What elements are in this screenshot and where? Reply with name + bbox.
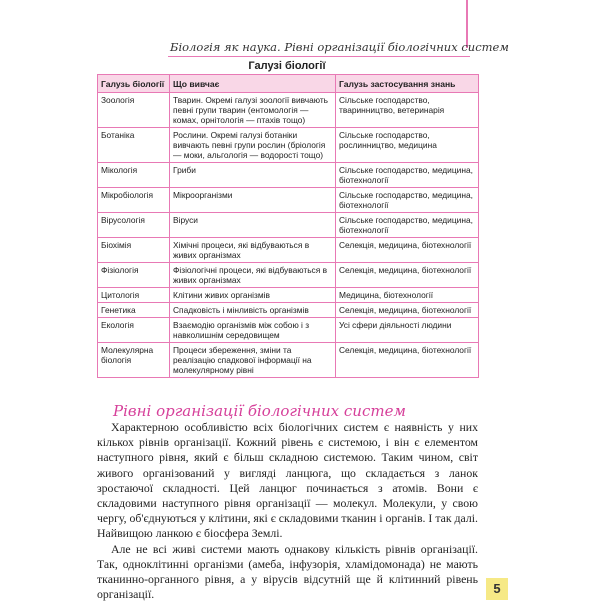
cell-branch: Молекулярна біологія — [98, 343, 170, 378]
table-row — [98, 163, 479, 188]
cell-subject: Мікроорганізми — [170, 188, 336, 213]
column-header-application: Галузь застосування знань — [336, 75, 479, 93]
cell-branch: Цитологія — [98, 288, 170, 303]
cell-subject: Взаємодію організмів між собою і з навколишнім середовищем — [170, 318, 336, 343]
cell-branch: Вірусологія — [98, 213, 170, 238]
section-heading: Рівні організації біологічних систем — [113, 402, 406, 420]
cell-application: Селекція, медицина, біотехнології — [336, 263, 479, 288]
table-row — [98, 263, 479, 288]
cell-application: Селекція, медицина, біотехнології — [336, 343, 479, 378]
paragraph: Характерною особливістю всіх біологічних систем є наявність у них кількох рівнів організації. Кожний рівень є системою, і він є елементом наступного рівня, який є більш складною системою. Таким чином, світ живого організований у вигляді ланцюга, що складається з ланок зростаючої складності. Цей ланцюг починається з атомів. Вони є складовими наступного рівня організації — молекул. Молекули, у свою чергу, об'єднуються у клітини, які є складовими тканин і органів. І так далі. Найвищою ланкою є біосфера Землі. — [97, 420, 478, 541]
cell-subject: Фізіологічні процеси, які відбуваються в живих організмах — [170, 263, 336, 288]
cell-application: Селекція, медицина, біотехнології — [336, 303, 479, 318]
table-row — [98, 93, 479, 128]
table-caption: Галузі біології — [248, 60, 326, 72]
biology-branches-table — [97, 74, 479, 378]
table-row — [98, 128, 479, 163]
running-header: Біологія як наука. Рівні організації біологічних систем — [170, 40, 509, 54]
cell-application: Сільське господарство, медицина, біотехнології — [336, 188, 479, 213]
table-header-row — [98, 75, 479, 93]
cell-branch: Екологія — [98, 318, 170, 343]
cell-application: Сільське господарство, медицина, біотехнології — [336, 213, 479, 238]
paragraph: Але не всі живі системи мають однакову кількість рівнів організації. Так, одноклітинні організми (амеба, інфузорія, хламідомонада) не мають тканинно-органного рівня, а у вірусів відсутній ще й клітинний рівень організації. — [97, 541, 478, 602]
table-row — [98, 238, 479, 263]
table-row — [98, 318, 479, 343]
table-row — [98, 303, 479, 318]
cell-application: Сільське господарство, медицина, біотехнології — [336, 163, 479, 188]
cell-branch: Мікробіологія — [98, 188, 170, 213]
cell-subject: Рослини. Окремі галузі ботаніки вивчають певні групи рослин (бріологія — моки, альгологія — водорості тощо) — [170, 128, 336, 163]
cell-branch: Ботаніка — [98, 128, 170, 163]
cell-branch: Біохімія — [98, 238, 170, 263]
cell-application: Усі сфери діяльності людини — [336, 318, 479, 343]
cell-subject: Віруси — [170, 213, 336, 238]
cell-subject: Тварин. Окремі галузі зоології вивчають певні групи тварин (ентомологія — комах, орнітологія — птахів тощо) — [170, 93, 336, 128]
table-row — [98, 343, 479, 378]
table-row — [98, 288, 479, 303]
cell-application: Медицина, біотехнології — [336, 288, 479, 303]
body-text — [97, 420, 478, 602]
cell-branch: Мікологія — [98, 163, 170, 188]
cell-subject: Гриби — [170, 163, 336, 188]
cell-subject: Хімічні процеси, які відбуваються в живих організмах — [170, 238, 336, 263]
column-header-subject: Що вивчає — [170, 75, 336, 93]
header-underline — [168, 56, 470, 57]
cell-branch: Фізіологія — [98, 263, 170, 288]
page-number: 5 — [486, 578, 508, 600]
cell-branch: Зоологія — [98, 93, 170, 128]
cell-subject: Процеси збереження, зміни та реалізацію спадкової інформації на молекулярному рівні — [170, 343, 336, 378]
cell-branch: Генетика — [98, 303, 170, 318]
column-header-branch: Галузь біології — [98, 75, 170, 93]
cell-application: Сільське господарство, рослинництво, медицина — [336, 128, 479, 163]
cell-subject: Клітини живих організмів — [170, 288, 336, 303]
table-row — [98, 213, 479, 238]
table-row — [98, 188, 479, 213]
cell-subject: Спадковість і мінливість організмів — [170, 303, 336, 318]
cell-application: Сільське господарство, тваринництво, ветеринарія — [336, 93, 479, 128]
cell-application: Селекція, медицина, біотехнології — [336, 238, 479, 263]
